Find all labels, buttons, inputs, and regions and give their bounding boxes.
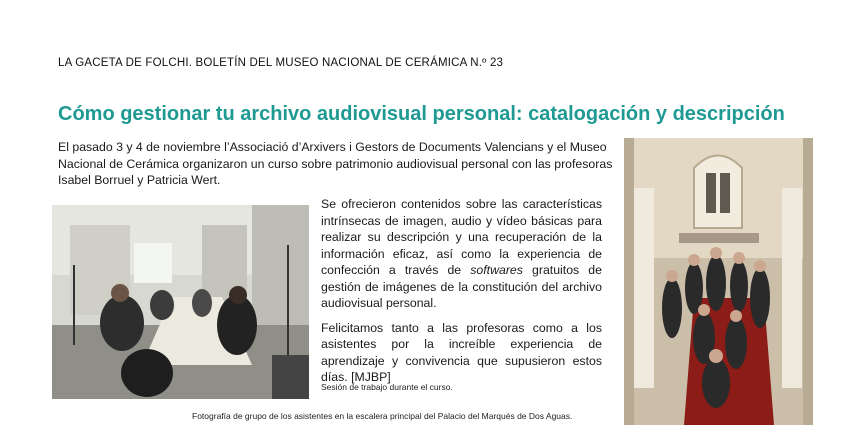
- workshop-photo: [52, 205, 309, 399]
- body-paragraph: Se ofrecieron contenidos sobre las características intrínsecas de imagen, audio y vídeo básicas para realizar su descripción y una recuperación de la información eficaz, así como la experiencia de confección a través de softwares gratuitos de gestión de imágenes de la constitución del archivo audiovisual personal.: [321, 197, 602, 310]
- workshop-caption: Sesión de trabajo durante el curso.: [321, 382, 453, 392]
- article-title: Cómo gestionar tu archivo audiovisual personal: catalogación y descripción: [58, 103, 785, 125]
- bulletin-header: LA GACETA DE FOLCHI. BOLETÍN DEL MUSEO NACIONAL DE CERÁMICA N.º 23: [58, 57, 504, 69]
- group-caption: Fotografía de grupo de los asistentes en la escalera principal del Palacio del Marqués de Dos Aguas.: [192, 411, 573, 421]
- article-body: [321, 196, 602, 394]
- article-intro: El pasado 3 y 4 de noviembre l’Associació d’Arxivers i Gestors de Documents Valencians y el Museo Nacional de Cerámica organizaron un curso sobre patrimonio audiovisual personal con las profesoras Isabel Borruel y Patricia Wert.: [58, 140, 613, 187]
- group-photo: [624, 138, 813, 425]
- body-paragraph: Felicitamos tanto a las profesoras como a los asistentes por la increíble experiencia de aprendizaje y convivencia que supusieron estos días. [MJBP]: [321, 320, 602, 384]
